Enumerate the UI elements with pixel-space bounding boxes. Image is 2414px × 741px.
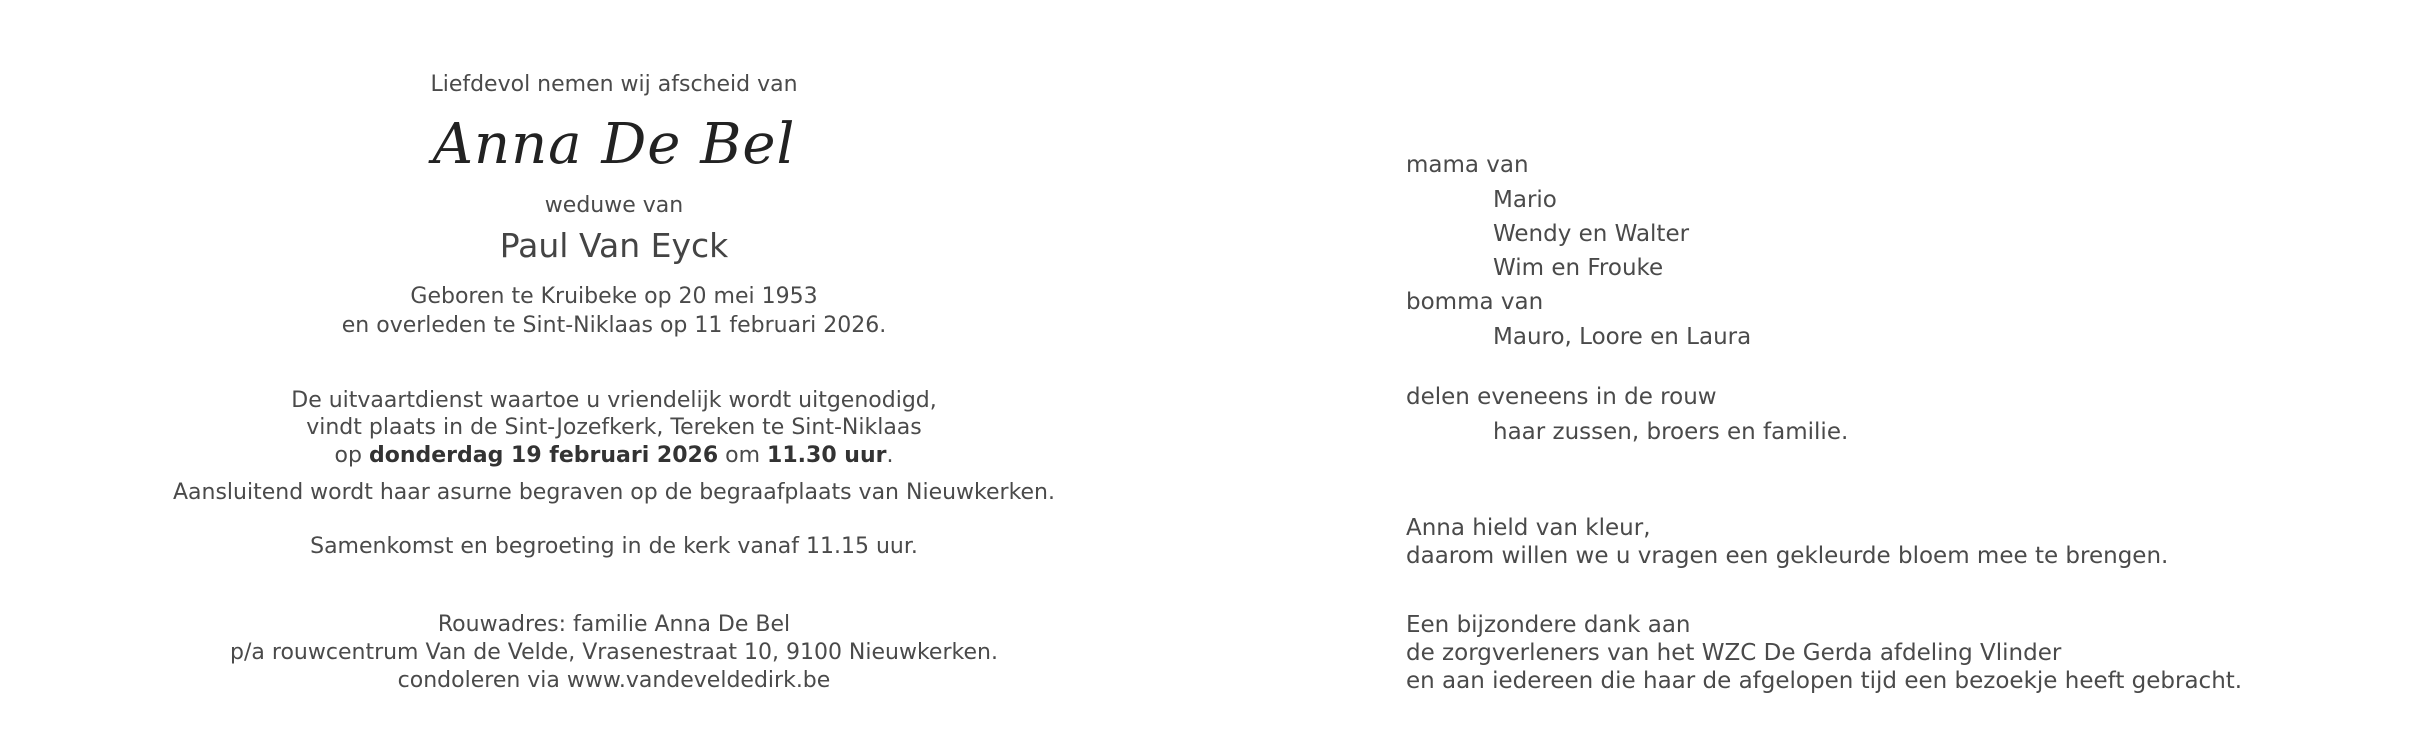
child-name: Mario xyxy=(1493,187,1557,213)
death-text: en overleden te Sint-Niklaas op 11 februari 2026. xyxy=(341,313,887,338)
color-line-1: Anna hield van kleur, xyxy=(1406,515,1651,541)
mama-label: mama van xyxy=(1406,152,1529,178)
address-line-3: condoleren via www.vandeveldedirk.be xyxy=(397,668,831,693)
bomma-label: bomma van xyxy=(1406,289,1544,315)
address-line-1: Rouwadres: familie Anna De Bel xyxy=(437,612,791,637)
service-time: 11.30 uur xyxy=(767,443,887,468)
color-line-2: daarom willen we u vragen een gekleurde bloem mee te brengen. xyxy=(1406,543,2169,569)
gathering-text: Samenkomst en begroeting in de kerk vanaf 11.15 uur. xyxy=(310,534,918,559)
birth-text: Geboren te Kruibeke op 20 mei 1953 xyxy=(410,284,818,309)
child-name: Wendy en Walter xyxy=(1493,221,1690,247)
mourning-label: delen eveneens in de rouw xyxy=(1406,384,1717,410)
service-datetime xyxy=(335,443,894,468)
thanks-line-2: de zorgverleners van het WZC De Gerda afdeling Vlinder xyxy=(1406,640,2062,666)
thanks-line-1: Een bijzondere dank aan xyxy=(1406,612,1691,638)
widow-label: weduwe van xyxy=(544,193,684,218)
service-time-prefix: om xyxy=(725,443,761,468)
deceased-name: Anna De Bel xyxy=(432,112,796,177)
service-date-prefix: op xyxy=(334,443,362,468)
burial-text: Aansluitend wordt haar asurne begraven op de begraafplaats van Nieuwkerken. xyxy=(173,480,1055,505)
address-line-2: p/a rouwcentrum Van de Velde, Vrasenestraat 10, 9100 Nieuwkerken. xyxy=(230,640,998,665)
child-name: Wim en Frouke xyxy=(1493,255,1664,281)
service-line-2: vindt plaats in de Sint-Jozefkerk, Tereken te Sint-Niklaas xyxy=(306,415,922,440)
grandchildren-names: Mauro, Loore en Laura xyxy=(1493,324,1752,350)
mourning-family: haar zussen, broers en familie. xyxy=(1493,419,1849,445)
service-line-1: De uitvaartdienst waartoe u vriendelijk wordt uitgenodigd, xyxy=(291,388,937,413)
service-time-suffix: . xyxy=(886,443,894,468)
service-date: donderdag 19 februari 2026 xyxy=(368,443,719,468)
spouse-name: Paul Van Eyck xyxy=(499,226,729,265)
thanks-line-3: en aan iedereen die haar de afgelopen tijd een bezoekje heeft gebracht. xyxy=(1406,668,2243,694)
intro-text: Liefdevol nemen wij afscheid van xyxy=(430,72,798,97)
